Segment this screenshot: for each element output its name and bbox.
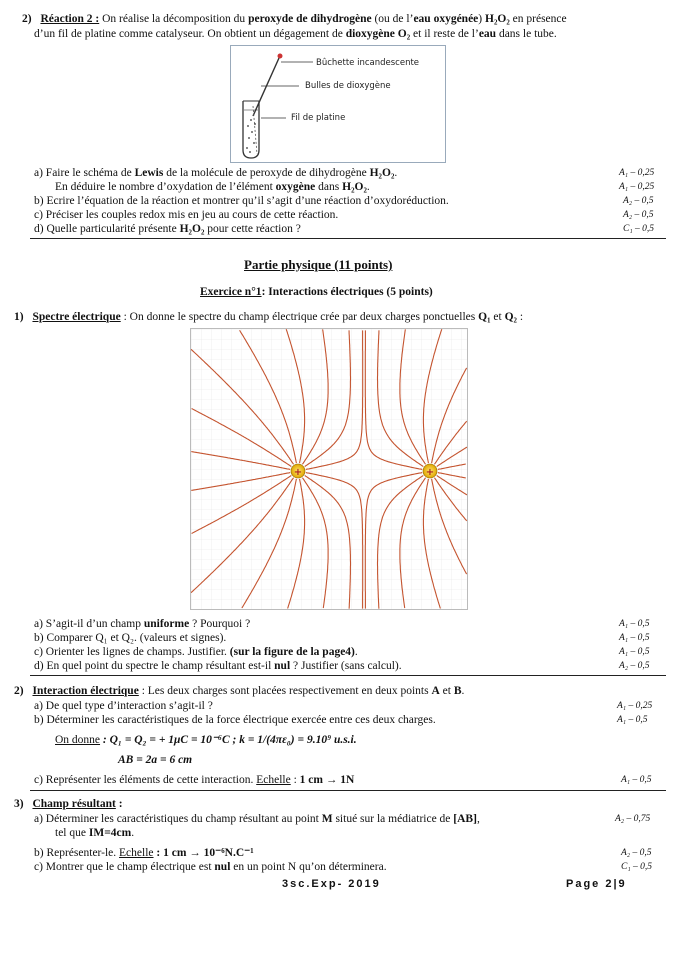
grade: A₂ – 0,5 [623,210,654,220]
text-bold: nul [274,660,291,672]
text: en présence [509,13,567,25]
text: . [394,167,398,179]
text-bold: B [453,685,462,697]
scale-value: : 1 cm → 10⁻⁶N.C⁻¹ [153,847,254,859]
text: c) Représenter les éléments de cette interaction. [34,774,257,786]
section-title: Champ résultant [32,798,116,810]
text: On réalise la décomposition du [102,13,249,25]
text-bold: Q₁ [478,311,491,323]
test-tube-drawing [231,46,445,162]
bubbles [246,119,256,153]
text-bold: M [321,813,333,825]
chem-question-a [34,166,397,180]
text: . [354,646,358,658]
text-bold: (sur la figure de la page4) [229,646,355,658]
grade: A₁ – 0,5 [621,775,652,785]
text: pour cette réaction ? [204,223,301,235]
section-3-heading [14,797,123,811]
grade: A₁ – 0,5 [617,715,648,725]
text: d) Quelle particularité présente [34,223,180,235]
text: . [131,827,135,839]
text: situé sur la médiatrice de [332,813,454,825]
formula: H₂O₂ [369,167,395,179]
formula: H₂O₂ [485,13,510,25]
text-bold: eau oxygénée [413,13,479,25]
s3-question-b [34,846,254,860]
text: d’un fil de platine comme catalyseur. On obtient un dégagement de [34,28,346,40]
s3-question-a [34,812,480,826]
grade: A₁ – 0,25 [619,168,655,178]
s3-question-c [34,860,387,874]
exercise-title [200,285,433,299]
text-bold: Lewis [134,167,164,179]
exercise-rest: : Interactions électriques (5 points) [261,286,433,298]
footer-exam-code: 3sc.Exp- 2019 [282,878,381,890]
s2-question-a: a) De quel type d’interaction s’agit-il ? [34,700,213,712]
text: c) Orienter les lignes de champs. Justifier. [34,646,230,658]
field-spectrum-figure [190,328,468,610]
splint-ember [278,54,283,59]
text: de la molécule de peroxyde de dihydrogène [163,167,370,179]
text: et [490,311,505,323]
chem-question-a2 [55,180,370,194]
grade: C₁ – 0,5 [623,224,655,234]
section-1-heading [14,310,523,324]
text: en un point N qu’on déterminera. [230,861,387,873]
text-bold: IM=4cm [88,827,132,839]
text: c) Montrer que le champ électrique est [34,861,215,873]
text: : [115,798,123,810]
s1-question-d [34,659,402,673]
footer-page-number: Page 2|9 [566,878,627,890]
text-bold: dioxygène O₂ [345,28,411,40]
grade: A₁ – 0,25 [617,701,653,711]
text: dans [315,181,343,193]
exercise-label: Exercice n°1 [200,286,262,298]
scale-value: 1 cm → 1N [299,774,355,786]
text: ? Pourquoi ? [189,618,251,630]
scale-label: Echelle [256,774,291,786]
section-number: 2) [14,685,24,697]
text: tel que [55,827,89,839]
text: a) Déterminer les caractéristiques du champ résultant au point [34,813,322,825]
s1-question-b: b) Comparer Q₁ et Q₂. (valeurs et signes). [34,632,227,644]
text: a) Faire le schéma de [34,167,135,179]
charge-q1-sign: + [293,467,303,478]
text-bold: [AB] [453,813,477,825]
section-number: 3) [14,798,24,810]
s2-question-b: b) Déterminer les caractéristiques de la force électrique exercée entre ces deux charges. [34,714,436,726]
text: et [439,685,454,697]
text-bold: uniforme [143,618,190,630]
text-bold: oxygène [275,181,316,193]
part-title: Partie physique (11 points) [244,257,393,272]
section-title: Interaction électrique [32,685,139,697]
grade: A₁ – 0,5 [619,619,650,629]
text: et il reste de l’ [410,28,479,40]
chem-question-c: c) Préciser les couples redox mis en jeu au cours de cette réaction. [34,209,339,221]
s1-question-c [34,645,358,659]
divider [30,790,666,791]
chem-question-b: b) Ecrire l’équation de la réaction et montrer qu’il s’agit d’une réaction d’oxydoréduction. [34,195,449,207]
section-number: 1) [14,311,24,323]
section-2-heading [14,684,464,698]
section-title: Spectre électrique [32,311,121,323]
given-data [55,733,357,747]
label-splint: Bûchette incandescente [316,58,420,68]
text: : [517,311,524,323]
splint-line [253,58,279,116]
text: d) En quel point du spectre le champ résultant est-il [34,660,275,672]
formula: H₂O₂ [342,181,367,193]
label-bubbles: Bulles de dioxygène [305,81,391,91]
text: a) S’agit-il d’un champ [34,618,144,630]
grade: A₁ – 0,5 [619,647,650,657]
test-tube-figure [230,45,446,163]
text: : [290,774,300,786]
text-bold: eau [478,28,497,40]
text: . [461,685,465,697]
reaction-title: Réaction 2 : [40,13,100,25]
text: : Les deux charges sont placées respectivement en deux points [138,685,432,697]
text: ? Justifier (sans calcul). [290,660,402,672]
s2-question-c [34,773,354,787]
grade: A₂ – 0,5 [623,196,654,206]
grade: A₂ – 0,75 [615,814,651,824]
text: (ou de l’ [371,13,414,25]
text-bold: Q₂ [504,311,518,323]
chem-question-d [34,222,301,236]
formula: H₂O₂ [179,223,205,235]
text: En déduire le nombre d’oxydation de l’élément [55,181,276,193]
chem-intro-line2 [34,27,557,41]
field-spectrum-drawing [191,329,467,609]
grade: A₁ – 0,5 [619,633,650,643]
given-formula: : Q₁ = Q₂ = + 1μC = 10⁻⁶C ; k = 1/(4πε₀) = 9.10⁹ u.s.i. [100,734,357,746]
given-label: On donne [55,734,101,746]
text: dans le tube. [496,28,557,40]
divider [30,238,666,239]
text-bold: nul [214,861,231,873]
question-number: 2) [22,13,32,25]
text: : On donne le spectre du champ électrique crée par deux charges ponctuelles [120,311,479,323]
divider [30,675,666,676]
label-wire: Fil de platine [291,113,346,123]
text: b) Représenter-le. [34,847,120,859]
text: , [476,813,480,825]
chem-intro-line1 [22,12,567,26]
text: ) [478,13,485,25]
given-ab: AB = 2a = 6 cm [118,754,193,766]
text: . [366,181,370,193]
grade: A₁ – 0,25 [619,182,655,192]
text-bold: A [431,685,440,697]
grade: A₂ – 0,5 [621,848,652,858]
charge-q2-sign: + [425,467,435,478]
s3-question-a2 [55,826,134,840]
grade: A₂ – 0,5 [619,661,650,671]
text-bold: peroxyde de dihydrogène [248,13,372,25]
scale-label: Echelle [119,847,154,859]
s1-question-a [34,617,250,631]
grade: C₁ – 0,5 [621,862,653,872]
